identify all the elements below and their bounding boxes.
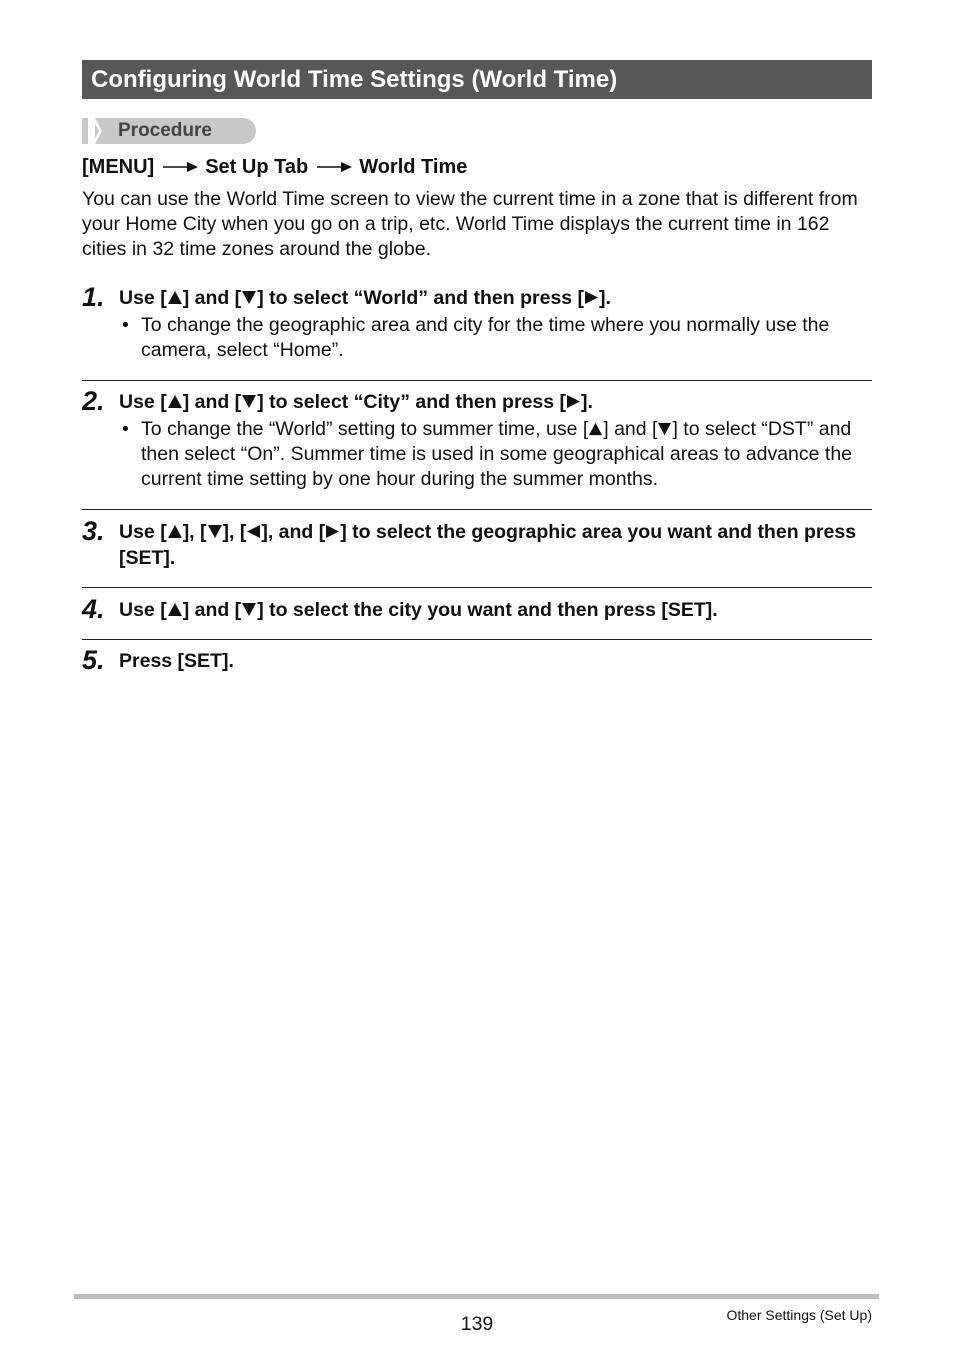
page-number: 139: [460, 1313, 494, 1335]
up-arrow-icon: [167, 290, 183, 305]
step-number: 3.: [82, 516, 105, 546]
step-number: 1.: [82, 282, 105, 312]
step-note: • To change the geographic area and city for the time where you normally use the camera, select “Home”.: [122, 314, 830, 361]
page-title: Configuring World Time Settings (World Time): [82, 60, 872, 99]
up-arrow-icon: [167, 524, 183, 539]
down-arrow-icon: [207, 524, 223, 539]
down-arrow-icon: [241, 602, 257, 617]
step-instruction: Use [ ], [ ], [ ], and [ ] to select the geographic area you want and then press [SET].: [119, 521, 857, 569]
down-arrow-icon: [241, 290, 257, 305]
up-arrow-icon: [588, 422, 603, 436]
step-instruction: Use [ ] and [ ] to select the city you want and then press [SET].: [119, 599, 718, 621]
down-arrow-icon: [241, 394, 257, 409]
intro-paragraph: You can use the World Time screen to view the current time in a zone that is different from your Home City when you go on a trip, etc. World Time displays the current time in 162 cities in 32 time zones around the globe.: [82, 188, 858, 260]
step-instruction: Press [SET].: [119, 650, 234, 672]
up-arrow-icon: [167, 394, 183, 409]
arrow-right-icon: [317, 160, 353, 174]
step-divider: [82, 587, 872, 588]
menu-path-tab: Set Up Tab: [205, 156, 309, 178]
up-arrow-icon: [167, 602, 183, 617]
step-instruction: Use [ ] and [ ] to select “World” and then press [ ].: [119, 287, 611, 309]
down-arrow-icon: [657, 422, 672, 436]
step-number: 5.: [82, 645, 105, 675]
menu-path-menu: [MENU]: [82, 156, 155, 178]
menu-path: [82, 153, 467, 181]
arrow-right-icon: [163, 160, 199, 174]
menu-path-item: World Time: [359, 156, 468, 178]
step-divider: [82, 639, 872, 640]
right-arrow-icon: [325, 524, 340, 539]
footer-rule: [74, 1294, 879, 1299]
step-instruction: Use [ ] and [ ] to select “City” and then press [ ].: [119, 391, 593, 413]
step-note: • To change the “World” setting to summer time, use [ ] and [ ] to select “DST” and then select “On”. Summer time is used in some geographical areas to advance the current time setting by one hour during the summer months.: [122, 418, 853, 490]
step-divider: [82, 380, 872, 381]
procedure-text: Procedure: [118, 120, 212, 141]
right-arrow-icon: [584, 290, 599, 305]
step-number: 4.: [82, 594, 105, 624]
procedure-label: [82, 118, 256, 144]
footer-section-label: Other Settings (Set Up): [726, 1307, 872, 1323]
step-divider: [82, 509, 872, 510]
left-arrow-icon: [246, 524, 261, 539]
step-number: 2.: [82, 386, 105, 416]
right-arrow-icon: [566, 394, 581, 409]
